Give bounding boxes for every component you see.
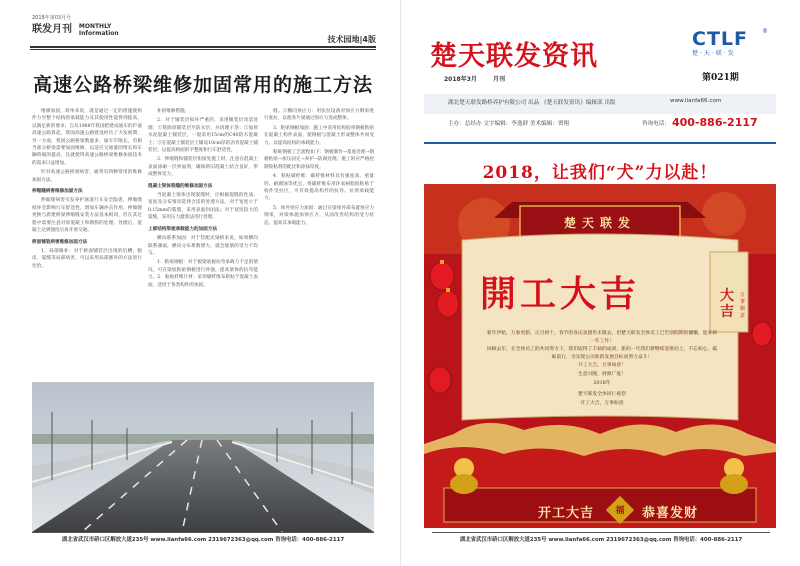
brand-en xyxy=(79,23,119,37)
issue-date-small: 2018年第03月号 xyxy=(32,15,72,21)
editors-line: 主办：总经办 文字编辑：李逸群 美术编辑：贾翔 xyxy=(448,121,570,127)
right-page xyxy=(424,12,776,544)
section-label: 技术园地|4版 xyxy=(327,35,376,44)
poster-side-label: 大吉 xyxy=(720,288,734,320)
article-paragraph: 缝。②横向预应力：用张拉设备对预应力钢束进行张拉，以使各片梁通过预应力连成整体。 xyxy=(264,109,374,122)
right-page-footer: 湖北省武汉市硚口区解放大道235号 www.lianfa66.com 2319672363@qq.com 咨询电话：400-886-2117 xyxy=(432,532,770,544)
poster-headline: 開工大吉 xyxy=(480,273,641,315)
article-paragraph: 5．体外预应力加固：通过在梁体外部布置预应力钢束，对梁体施加预应力，从而改善结构的受力状态，提高其承载能力。 xyxy=(264,205,374,226)
masthead-title: 楚天联发资讯 xyxy=(430,41,598,72)
brand-cn: 联发月刊 xyxy=(32,24,72,35)
article-paragraph: 针对高速公路桥梁病害，通常有四种常用的维修加固方法。 xyxy=(32,170,142,183)
article-paragraph: 2．对于铺装层损坏严重的，采用铺装层改造处理：①铣除原铺装层至防水层，并清理干净；②加厚水泥混凝土铺装层，一般采用15cm的C40防水混凝土；③在混凝土铺装层上铺设10cm厚的沥青混凝土铺装层，以提高桥面的平整度和行车舒适性。 xyxy=(148,118,258,154)
article-paragraph: 3．伸缩缝和铺装层衔接处施工时，注意在混凝土表面涂刷一层界面剂，确保新旧混凝土结合良好，形成整体受力。 xyxy=(148,157,258,178)
article-column-3 xyxy=(264,108,374,378)
poster-message xyxy=(486,330,718,408)
logo-slogan: 楚·天·联·发 xyxy=(692,50,736,57)
poster-banner: 楚天联发 xyxy=(563,216,636,230)
article-paragraph: 1．粘贴钢板：对于板梁底板抗弯承载力不足的情况，可在梁底粘贴钢板进行补强，提高梁体的抗弯能力。2．粘贴纤维片材：采用碳纤维布粘贴于混凝土表面，适用于各类构件的加固。 xyxy=(148,260,258,288)
article-title: 高速公路桥梁维修加固常用的施工方法 xyxy=(32,74,373,96)
poster-year: 2018年 xyxy=(593,380,611,386)
article-column-1 xyxy=(32,108,142,378)
left-page-header xyxy=(24,12,382,48)
article-paragraph: 当混凝土梁体出现裂缝时，应根据裂缝的性质、宽度及分布情况选择合适的处理方法。对于宽度小于0.15mm的裂缝，采用表面封闭法；对于宽度较大的裂缝，采用压力灌浆法进行处理。 xyxy=(148,193,258,221)
article-subheading: 桥面铺装病害维修加固方法 xyxy=(32,239,88,245)
poster-paragraph: 新年伊始，万象更新，正月初十，春节的喜庆氛围仍未散去，但楚天联发全体员工已告别假期的慵懒，迎来新一年工作！ xyxy=(486,331,718,344)
registered-mark: ® xyxy=(762,28,768,35)
left-page-footer: 湖北省武汉市硚口区解放大道235号 www.lianfa66.com 2319672363@qq.com 咨询电话：400-886-2117 xyxy=(32,532,374,544)
article-paragraph: 补的维修措施。 xyxy=(157,109,190,114)
ctlf-logo xyxy=(692,28,774,72)
new-year-poster xyxy=(424,184,776,528)
poster-signature: 楚天联发全体同仁祝您 xyxy=(578,392,626,398)
highway-photo xyxy=(32,382,374,532)
website-link[interactable]: www.lianfa66.com xyxy=(670,98,722,104)
masthead-info xyxy=(424,92,776,138)
issue-period: 月刊 xyxy=(492,76,505,83)
fu-character: 福 xyxy=(615,505,625,516)
new-year-slogan: 2018，让我们“犬”力以赴！ xyxy=(482,163,718,183)
issue-month: 2018年3月 xyxy=(444,76,477,83)
poster-signature-2: 开工大吉，万事如意 xyxy=(580,400,624,406)
article-subheading: 伸缩缝病害维修加固方法 xyxy=(32,189,83,195)
left-page xyxy=(24,12,382,544)
poster-greeting-left: 开工大吉 xyxy=(538,506,595,521)
header-rule-thin xyxy=(30,49,376,50)
article-paragraph: 4．粘贴碳纤维：碳纤维材料具有强度高、重量轻、耐腐蚀等优点，将碳纤维布用环氧树脂胶粘贴于构件受拉区，可有效提高构件的抗弯、抗剪承载能力。 xyxy=(264,174,374,202)
article-column-2 xyxy=(148,108,258,378)
poster-side-small: 万事顺意 xyxy=(740,292,746,319)
publisher-line xyxy=(448,98,722,106)
article-paragraph: 维修加固，简单来说，就是通过一定的措施使构件力至整个结构的承载能力及其使用性能得到提高，以满足新的要求。自从1988年我国把建成通车的沪嘉高速公路算起，我国高速公路建设经历了大发展期，另一方面，我国公路桥梁数量多、通车年限长，有相当部分桥梁需要加固维修，以适应交通量的增长和车辆荷载的提高，这就使得高速公路桥梁维修加固技术的需求日益增加。 xyxy=(32,109,142,166)
article-paragraph: 1．局部修补：对于桥面铺装层出现的坑槽、脱皮、裂缝等局部病害，可以采用局部修补的方法进行处治。 xyxy=(32,248,142,269)
publisher-text: 湖北楚天联发路桥养护有限公司 出品 《楚天联发资讯》编辑部 出版 xyxy=(448,100,616,106)
masthead-date xyxy=(444,74,519,83)
brand-en-line1: MONTHLY xyxy=(78,22,112,30)
hotline-number: 400-886-2117 xyxy=(672,116,758,129)
page-gutter xyxy=(400,0,401,566)
issue-number: 第021期 xyxy=(702,73,739,83)
article-paragraph: 横向联系加固：对于装配式梁桥来说，如果横向联系薄弱，横向分布系数增大，就会使梁的受力不均匀。 xyxy=(148,236,258,256)
monthly-brand xyxy=(32,20,119,37)
article-subheading: 混凝土梁体裂缝的维修加固方法 xyxy=(148,183,213,189)
article-paragraph: 3．粘贴钢板加固：施工中采用结构胶将钢板粘贴在混凝土构件表面，使钢板与混凝土形成整体共同受力，以提高结构的承载能力。 xyxy=(264,125,374,146)
article-body xyxy=(32,108,374,378)
masthead-rule xyxy=(424,142,776,144)
phone-label: 咨询电话： xyxy=(642,121,670,127)
article-paragraph: 伸缩缝病害引发养护通道行车安全隐患，伸缩缝损坏会影响行车舒适性，增加车辆冲击作用。伸缩缝更换与新建桥梁伸缩缝安装方法基本相同，但在其过程中需要注意对原混凝土和钢筋的处理。处理后，混凝土达到强度后再开放交通。 xyxy=(32,198,142,234)
poster-paragraph: 开工大吉，万事如意！ xyxy=(578,363,626,369)
header-rule xyxy=(30,46,376,48)
logo-mark: CTLF xyxy=(692,28,748,50)
poster-paragraph: 回顾去年，在全体员工的共同努力下，我们取得了丰硕的成果，新的一年我们将继续迎难而上，不忘初心，砥砺前行，为实现公司新的发展目标而努力奋斗！ xyxy=(486,347,718,360)
brand-en-line2: Information xyxy=(78,29,119,37)
poster-greeting-right: 恭喜发财 xyxy=(642,506,699,521)
article-paragraph: 粘贴钢板工艺流程如下：钢板制作→基底处理→钢板粘贴→加压固定→养护→防腐处理。施工时应严格控制胶粘剂的配比和涂抹厚度。 xyxy=(264,150,374,170)
article-subheading: 上部结构梁板承载能力的加固方法 xyxy=(148,226,217,232)
poster-paragraph: 生意兴隆，财源广进！ xyxy=(578,371,626,377)
